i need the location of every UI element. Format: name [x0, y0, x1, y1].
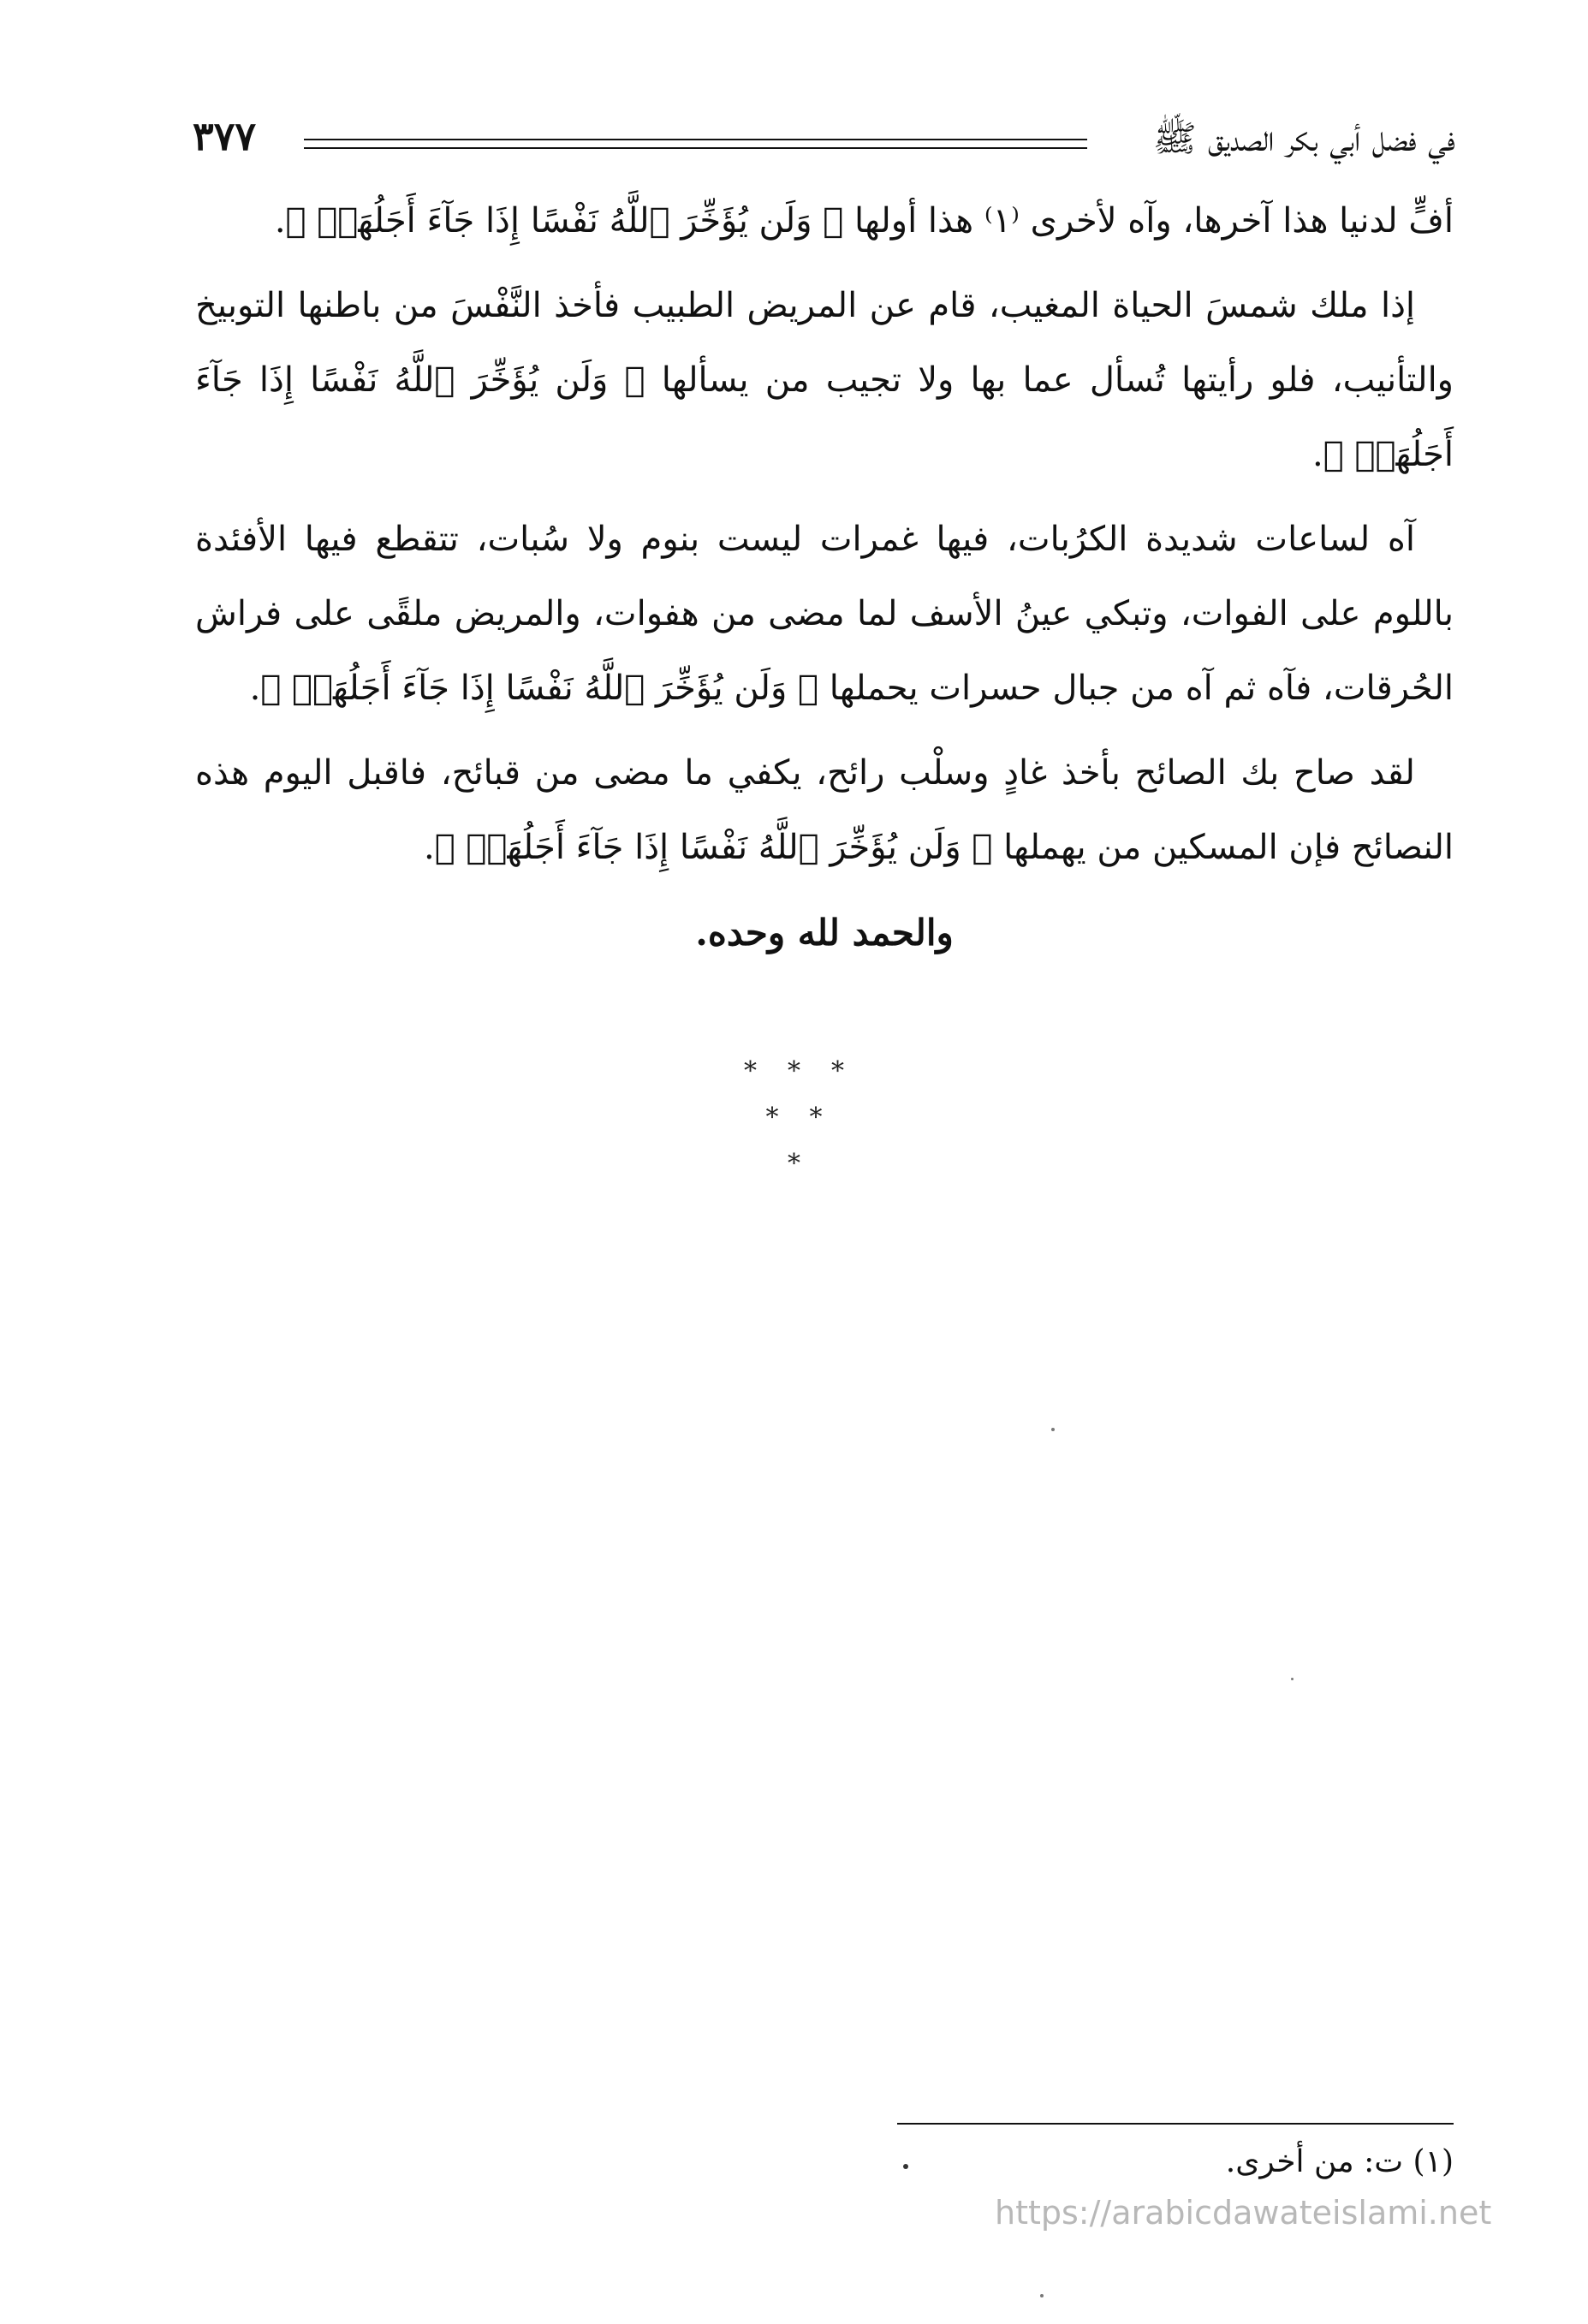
scan-speck: [1051, 1428, 1055, 1431]
paragraph-4: لقد صاح بك الصائح بأخذ غادٍ وسلْب رائح، يكفي ما مضى من قبائح، فاقبل اليوم هذه النصائح فإن المسكين من يهملها ﴿ وَلَن يُؤَخِّرَ ٱللَّهُ نَفْسًا إِذَا جَآءَ أَجَلُهَاۚ ﴾.: [195, 753, 1454, 867]
scan-dot: [903, 2164, 908, 2169]
ornament-row-3: *: [788, 1149, 831, 1179]
paragraph-1: أفٍّ لدنيا هذا آخرها، وآه لأخرى ⁽١⁾ هذا أولها ﴿ وَلَن يُؤَخِّرَ ٱللَّهُ نَفْسًا إِذَا جَآءَ أَجَلُهَاۚ ﴾.: [274, 201, 1454, 241]
watermark-link[interactable]: https://arabicdawateislami.net: [995, 2194, 1492, 2232]
ornament-row-1: ***: [744, 1056, 875, 1086]
footnote-separator: [897, 2123, 1454, 2125]
running-header: [193, 110, 1455, 169]
paragraph-3: آه لساعات شديدة الكرُبات، فيها غمرات ليست بنوم ولا سُبات، تتقطع فيها الأفئدة باللوم على الفوات، وتبكي عينُ الأسف لما مضى من هفوات، والمريض ملقًى على فراش الحُرقات، فآه ثم آه من جبال حسرات يحملها ﴿ وَلَن يُؤَخِّرَ ٱللَّهُ نَفْسًا إِذَا جَآءَ أَجَلُهَاۚ ﴾.: [195, 520, 1454, 708]
header-title: في فضل أبي بكر الصديق ﷺ: [1152, 117, 1455, 159]
closing-line: والحمد لله وحده.: [695, 912, 954, 954]
footnote: (١) ت: من أخرى.: [1225, 2144, 1454, 2179]
scan-speck: [1040, 2294, 1044, 2297]
main-text: [195, 184, 1454, 970]
ornament-row-2: **: [765, 1103, 853, 1132]
scan-speck: [1291, 1678, 1294, 1680]
header-double-rule: [304, 139, 1087, 149]
paragraph-2: إذا ملك شمسَ الحياة المغيب، قام عن المريض الطبيب فأخذ النَّفْسَ من باطنها التوبيخ والتأنيب، فلو رأيتها تُسأل عما بها ولا تجيب من يسألها ﴿ وَلَن يُؤَخِّرَ ٱللَّهُ نَفْسًا إِذَا جَآءَ أَجَلُهَاۚ ﴾.: [195, 286, 1454, 474]
section-ornament: [0, 1049, 1588, 1187]
page-number: ٣٧٧: [193, 113, 257, 159]
